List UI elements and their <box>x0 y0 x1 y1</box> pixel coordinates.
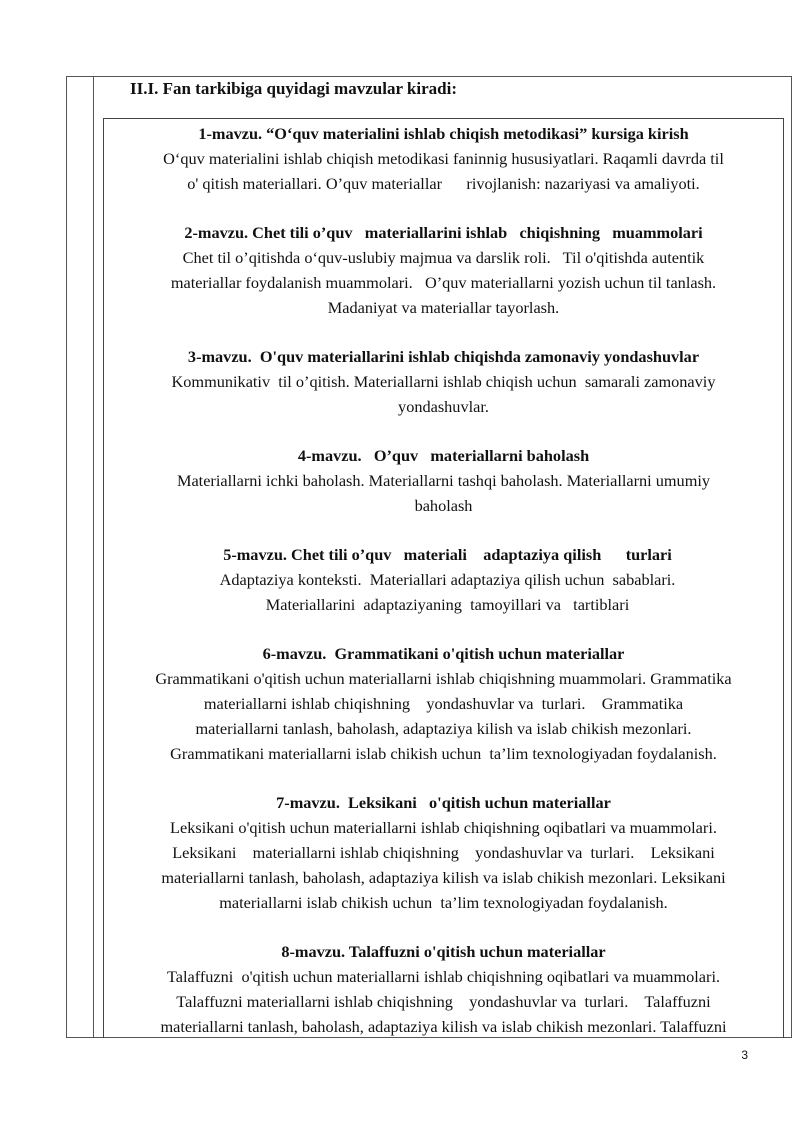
topic-text-line: Talaffuzni o'qitish uchun materiallarni ishlab chiqishning oqibatlari va muammolari. <box>166 967 721 986</box>
topic-title: 6-mavzu. Grammatikani o'qitish uchun materiallar <box>262 644 625 663</box>
topic-text-line: materiallarni tanlash, baholash, adaptaziya kilish va islab chikish mezonlari. Talaffuzni <box>160 1017 727 1036</box>
topic-title: 8-mavzu. Talaffuzni o'qitish uchun materiallar <box>281 942 606 961</box>
topic-title: 1-mavzu. “O‘quv materialini ishlab chiqish metodikasi” kursiga kirish <box>198 124 689 143</box>
topic-text-line: Materiallarni ichki baholash. Materiallarni tashqi baholash. Materiallarni umumiy <box>176 471 711 490</box>
topic-text-line: materiallarni islab chikish uchun ta’lim texnologiyadan foydalanish. <box>219 893 668 912</box>
topic-5 <box>104 542 783 617</box>
topic-4 <box>104 443 783 518</box>
topic-text-line: Kommunikativ til o’qitish. Materiallarni ishlab chiqish uchun samarali zamonaviy <box>171 372 716 391</box>
topic-2 <box>104 220 783 320</box>
topic-text-line: baholash <box>414 496 473 515</box>
topic-text-line: Chet til o’qitishda o‘quv-uslubiy majmua va darslik roli. Til o'qitishda autentik <box>182 248 705 267</box>
topic-8 <box>104 939 783 1038</box>
topic-text-line: Grammatikani materiallarni islab chikish uchun ta’lim texnologiyadan foydalanish. <box>170 744 717 763</box>
topic-text-line: yondashuvlar. <box>398 397 489 416</box>
topic-text-line: Materiallarini adaptaziyaning tamoyillari va tartiblari <box>265 595 630 614</box>
topic-text-line: Adaptaziya konteksti. Materiallari adaptaziya qilish uchun sabablari. <box>219 570 676 589</box>
topic-1 <box>104 121 783 196</box>
section-title: II.I. Fan tarkibiga quyidagi mavzular kiradi: <box>130 79 457 98</box>
topic-text-line: materiallarni ishlab chiqishning yondashuvlar va turlari. Grammatika <box>203 694 684 713</box>
topic-3 <box>104 344 783 419</box>
topic-text-line: Talaffuzni materiallarni ishlab chiqishning yondashuvlar va turlari. Talaffuzni <box>176 992 711 1011</box>
topic-text-line: Leksikani o'qitish uchun materiallarni ishlab chiqishning oqibatlari va muammolari. <box>170 818 717 837</box>
topic-text-line: materiallarni tanlash, baholash, adaptaziya kilish va islab chikish mezonlari. Leksikani <box>161 868 726 887</box>
table-column-divider <box>93 76 94 1038</box>
topic-title: 4-mavzu. O’quv materiallarni baholash <box>297 446 590 465</box>
topics-box <box>103 118 784 1038</box>
topic-text-line: Grammatikani o'qitish uchun materiallarni ishlab chiqishning muammolari. Grammatika <box>155 669 732 688</box>
topics-list <box>104 121 783 1038</box>
topic-title: 5-mavzu. Chet tili o’quv materiali adaptaziya qilish turlari <box>223 545 672 564</box>
topic-title: 3-mavzu. O'quv materiallarini ishlab chiqishda zamonaviy yondashuvlar <box>187 347 700 366</box>
topic-6 <box>104 641 783 766</box>
topic-text-line: Madaniyat va materiallar tayorlash. <box>327 298 560 317</box>
topic-text-line: materiallar foydalanish muammolari. O’quv materiallarni yozish uchun til tanlash. <box>170 273 717 292</box>
topic-text-line: Leksikani materiallarni ishlab chiqishning yondashuvlar va turlari. Leksikani <box>172 843 715 862</box>
topic-title: 7-mavzu. Leksikani o'qitish uchun materiallar <box>276 793 611 812</box>
topic-7 <box>104 790 783 915</box>
topic-text-line: materiallarni tanlash, baholash, adaptaziya kilish va islab chikish mezonlari. <box>195 719 692 738</box>
topic-text-line: o' qitish materiallari. O’quv materiallar rivojlanish: nazariyasi va amaliyoti. <box>187 174 700 193</box>
page-number: 3 <box>741 1048 748 1062</box>
topic-title: 2-mavzu. Chet tili o’quv materiallarini ishlab chiqishning muammolari <box>184 223 703 242</box>
topic-text-line: O‘quv materialini ishlab chiqish metodikasi faninnig hususiyatlari. Raqamli davrda til <box>163 149 724 168</box>
